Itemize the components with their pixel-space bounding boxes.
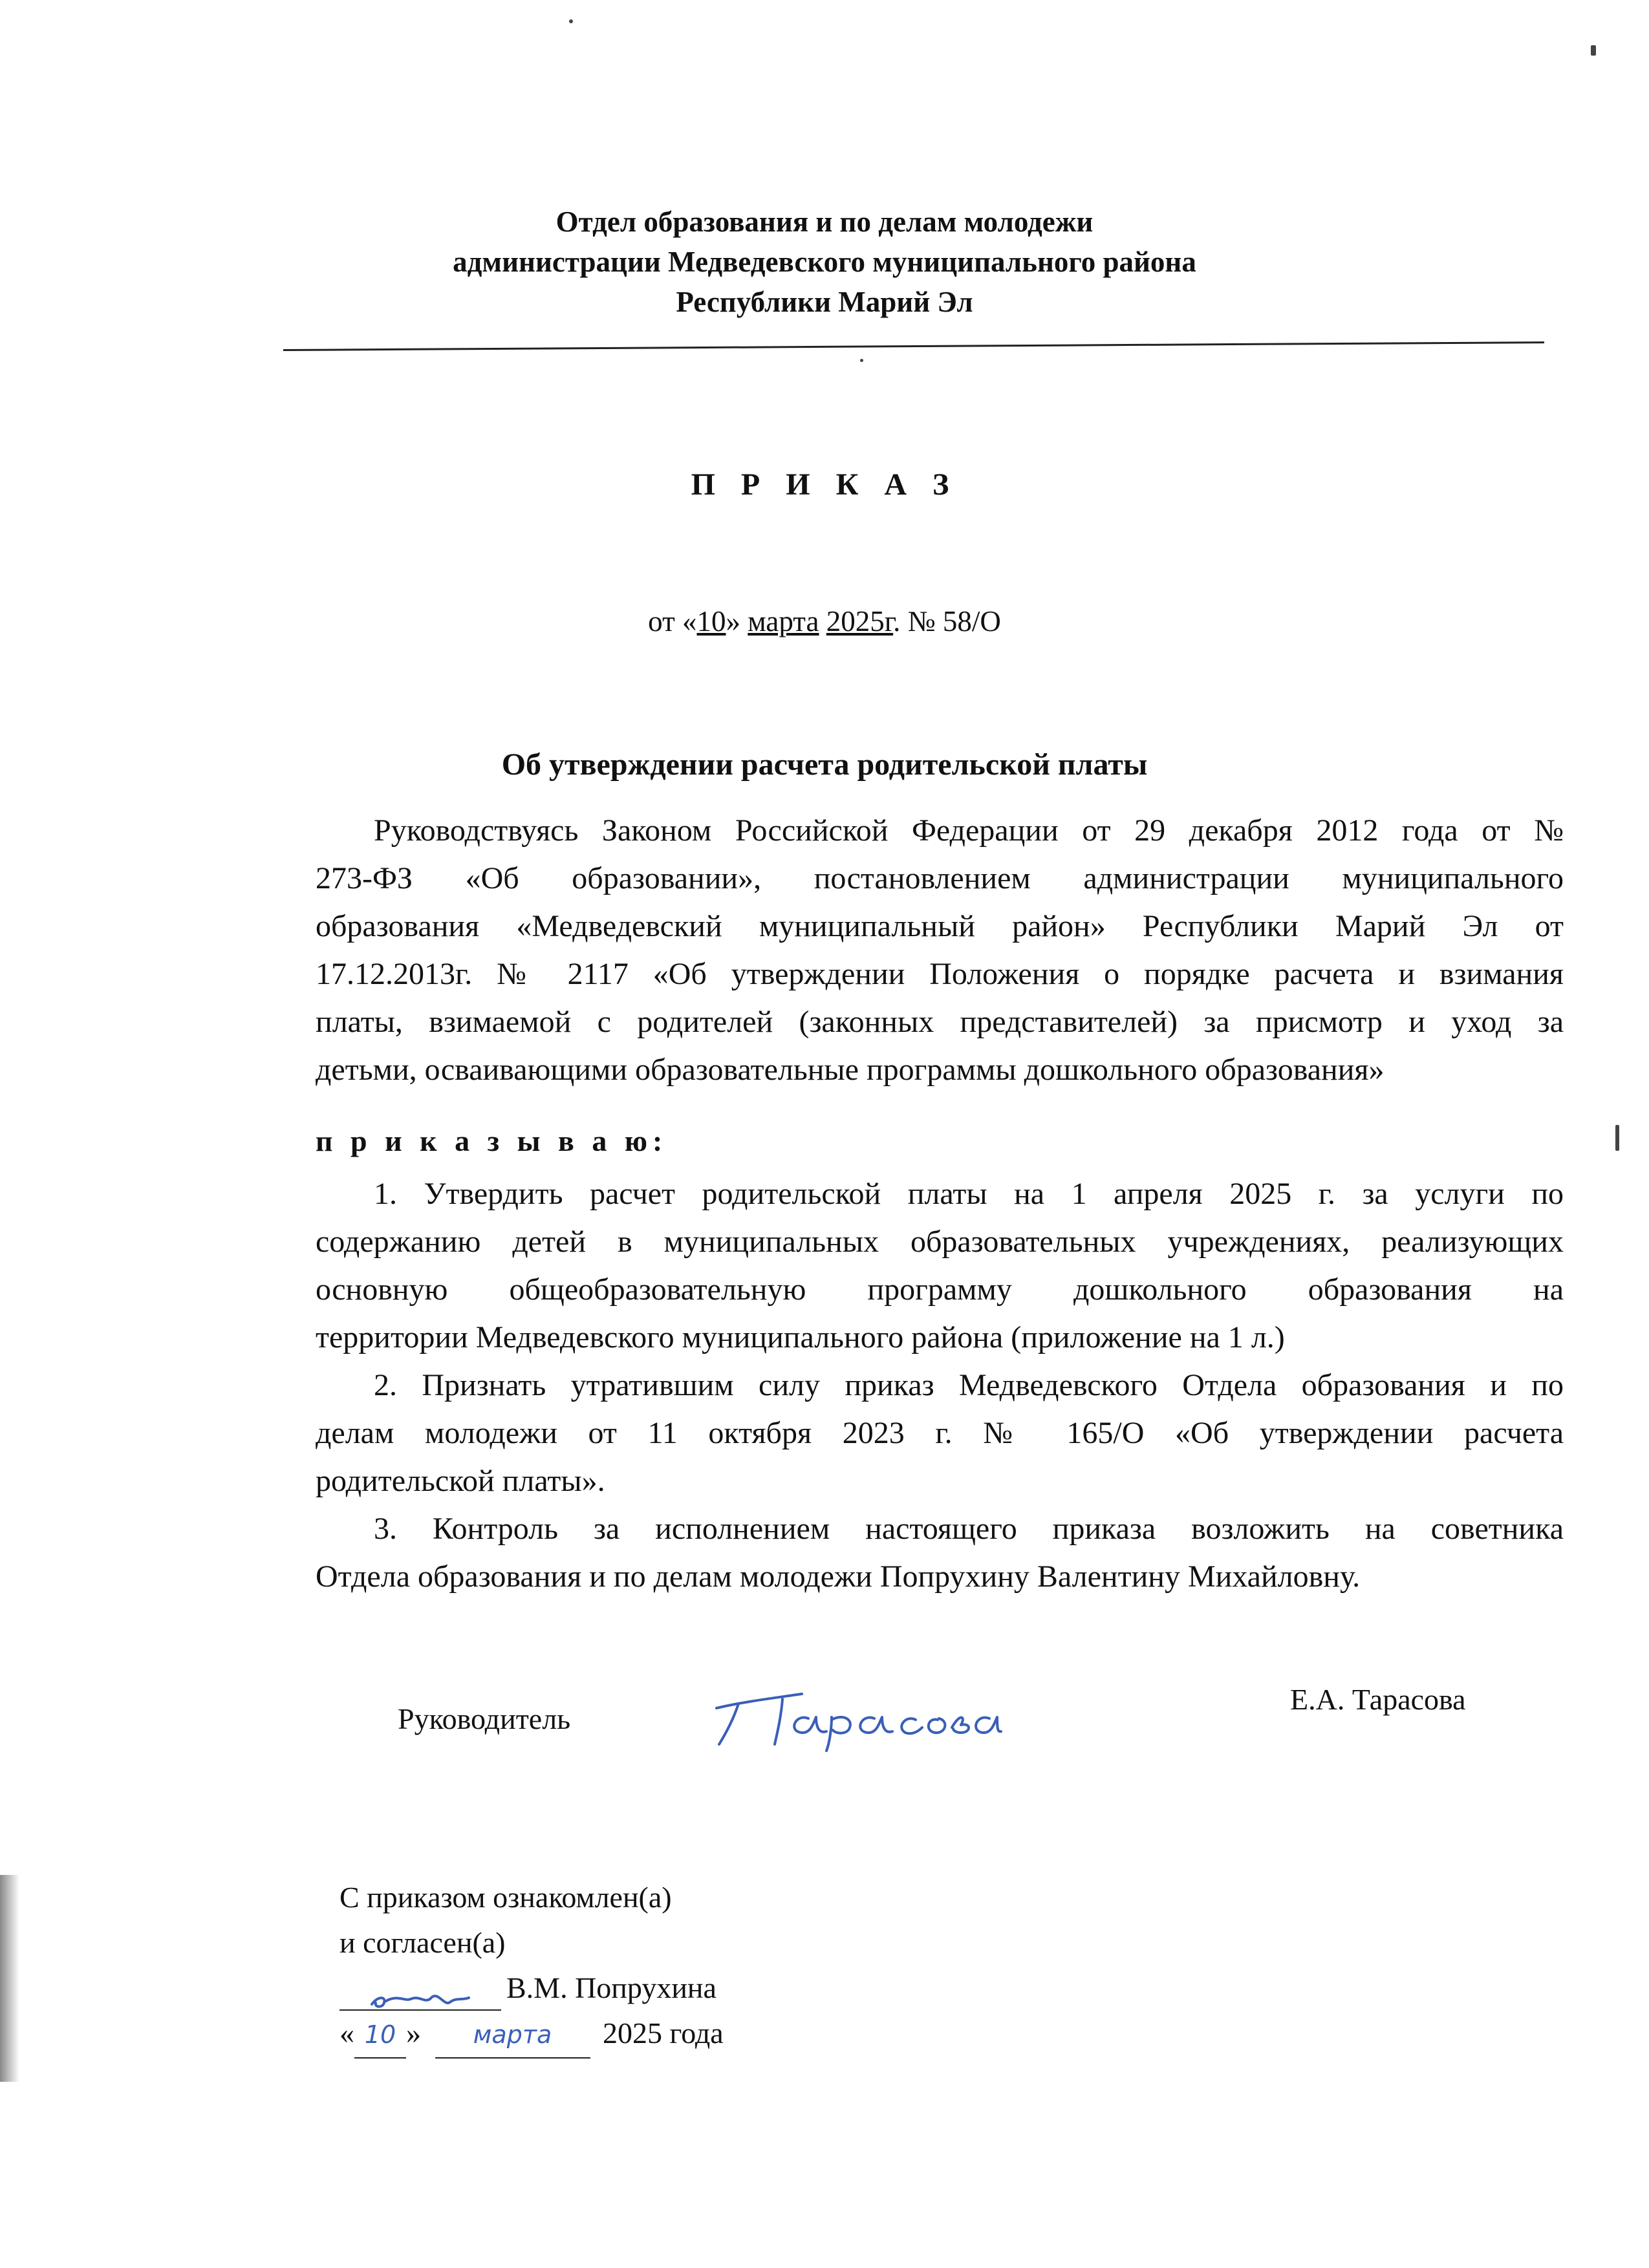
order-number: . № 58/О <box>893 605 1001 637</box>
signature-position: Руководитель <box>398 1702 571 1735</box>
ack-signer-name: В.М. Попрухина <box>506 1971 717 2004</box>
item-line: 2. Признать утратившим силу приказ Медведевского Отдела образования и по <box>374 1368 1564 1402</box>
order-item-3 <box>316 1505 1564 1601</box>
item-line: Отдела образования и по делам молодежи Попрухину Валентину Михайловну. <box>316 1559 1361 1594</box>
org-header-line-3: Республики Марий Эл <box>676 286 973 318</box>
order-item-1 <box>316 1170 1564 1362</box>
date-space <box>819 605 826 637</box>
date-month: марта <box>748 605 819 637</box>
ack-date-open: « <box>339 2017 354 2049</box>
preamble-line: детьми, осваивающими образовательные программы дошкольного образования» <box>316 1053 1385 1087</box>
scan-smudge <box>0 1875 19 2082</box>
order-verb: п р и к а з ы в а ю: <box>316 1124 668 1157</box>
org-header-line-2: администрации Медведевского муниципального района <box>453 246 1196 278</box>
ack-date-day: 10 <box>354 2012 406 2059</box>
ack-date-month: марта <box>435 2012 590 2059</box>
preamble-line: платы, взимаемой с родителей (законных представителей) за присмотр и уход за <box>316 1005 1564 1039</box>
signatory-name: Е.А. Тарасова <box>1290 1683 1466 1716</box>
item-line: территории Медведевского муниципального района (приложение на 1 л.) <box>316 1320 1285 1354</box>
date-mid: » <box>726 605 748 637</box>
item-line: 1. Утвердить расчет родительской платы на 1 апреля 2025 г. за услуги по <box>374 1177 1564 1211</box>
item-line: основную общеобразовательную программу дошкольного образования на <box>316 1272 1564 1307</box>
date-day: 10 <box>696 605 726 637</box>
order-date-line <box>0 604 1649 638</box>
preamble-paragraph <box>316 807 1564 1094</box>
scan-speck <box>569 19 573 23</box>
date-year: 2025г <box>826 605 894 637</box>
item-line: делам молодежи от 11 октября 2023 г. № 165/О «Об утверждении расчета <box>316 1416 1564 1450</box>
acknowledgement-date-row <box>339 2011 724 2059</box>
ack-date-close: » <box>406 2017 421 2049</box>
acknowledgement-sign-row <box>339 1965 717 2011</box>
ack-signature-blank <box>339 1980 501 2011</box>
preamble-line: образования «Медведевский муниципальный район» Республики Марий Эл от <box>316 909 1564 943</box>
item-line: содержанию детей в муниципальных образовательных учреждениях, реализующих <box>316 1225 1564 1259</box>
preamble-line: 17.12.2013г. № 2117 «Об утверждении Положения о порядке расчета и взимания <box>316 957 1564 991</box>
document-title: П Р И К А З <box>691 467 958 502</box>
ack-date-year: 2025 года <box>603 2017 724 2049</box>
item-line: 3. Контроль за исполнением настоящего приказа возложить на советника <box>374 1512 1564 1546</box>
preamble-line: Руководствуясь Законом Российской Федерации от 29 декабря 2012 года от № <box>374 813 1564 848</box>
scan-speck <box>1591 45 1596 56</box>
scan-speck <box>1615 1125 1619 1151</box>
acknowledgement-line-2: и согласен(а) <box>339 1926 506 1959</box>
org-header-line-1: Отдел образования и по делам молодежи <box>555 206 1094 238</box>
handwritten-signature <box>705 1668 1002 1752</box>
header-divider <box>283 341 1544 351</box>
acknowledgement-line-1: С приказом ознакомлен(а) <box>339 1881 672 1914</box>
item-line: родительской платы». <box>316 1464 605 1498</box>
preamble-line: 273-ФЗ «Об образовании», постановлением администрации муниципального <box>316 861 1564 895</box>
order-subject: Об утверждении расчета родительской платы <box>501 747 1148 782</box>
order-item-2 <box>316 1362 1564 1505</box>
date-prefix: от « <box>648 605 697 637</box>
scan-speck <box>860 359 863 362</box>
